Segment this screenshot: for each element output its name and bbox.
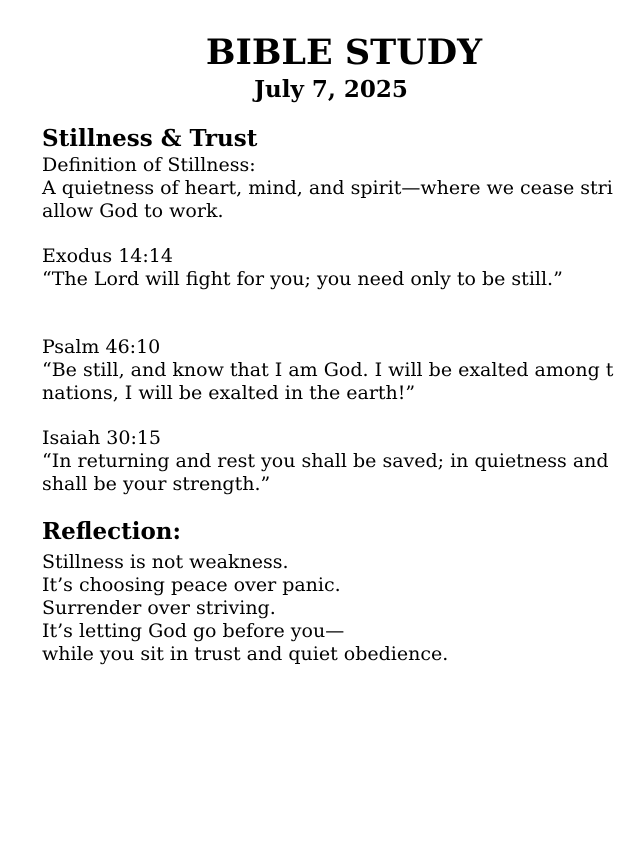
verse-reference: Exodus 14:14	[42, 245, 173, 267]
verse-reference: Isaiah 30:15	[42, 427, 162, 449]
verse-text: nations, I will be exalted in the earth!”	[42, 382, 416, 404]
definition-line: A quietness of heart, mind, and spirit—where we cease stri	[42, 177, 613, 199]
section-heading: Stillness & Trust	[42, 125, 258, 152]
study-date: July 7, 2025	[254, 76, 408, 103]
reflection-heading: Reflection:	[42, 518, 182, 545]
page-title: BIBLE STUDY	[205, 32, 483, 73]
verse-reference: Psalm 46:10	[42, 336, 161, 358]
verse-text: shall be your strength.”	[42, 473, 271, 495]
verse-exodus	[42, 245, 640, 291]
verse-psalm	[42, 336, 640, 405]
verse-isaiah	[42, 427, 640, 496]
verse-text: “In returning and rest you shall be saved; in quietness and	[42, 450, 609, 472]
reflection-line: It’s choosing peace over panic.	[42, 574, 341, 596]
study-content	[42, 124, 640, 666]
verse-text: “Be still, and know that I am God. I will be exalted among t	[42, 359, 614, 381]
reflection-body	[42, 551, 640, 666]
definition-label: Definition of Stillness:	[42, 154, 256, 176]
reflection-line: while you sit in trust and quiet obedience.	[42, 643, 449, 665]
reflection-line: Stillness is not weakness.	[42, 551, 289, 573]
verse-text: “The Lord will fight for you; you need only to be still.”	[42, 268, 563, 290]
reflection-line: It’s letting God go before you—	[42, 620, 345, 642]
definition-line: allow God to work.	[42, 200, 224, 222]
reflection-line: Surrender over striving.	[42, 597, 276, 619]
